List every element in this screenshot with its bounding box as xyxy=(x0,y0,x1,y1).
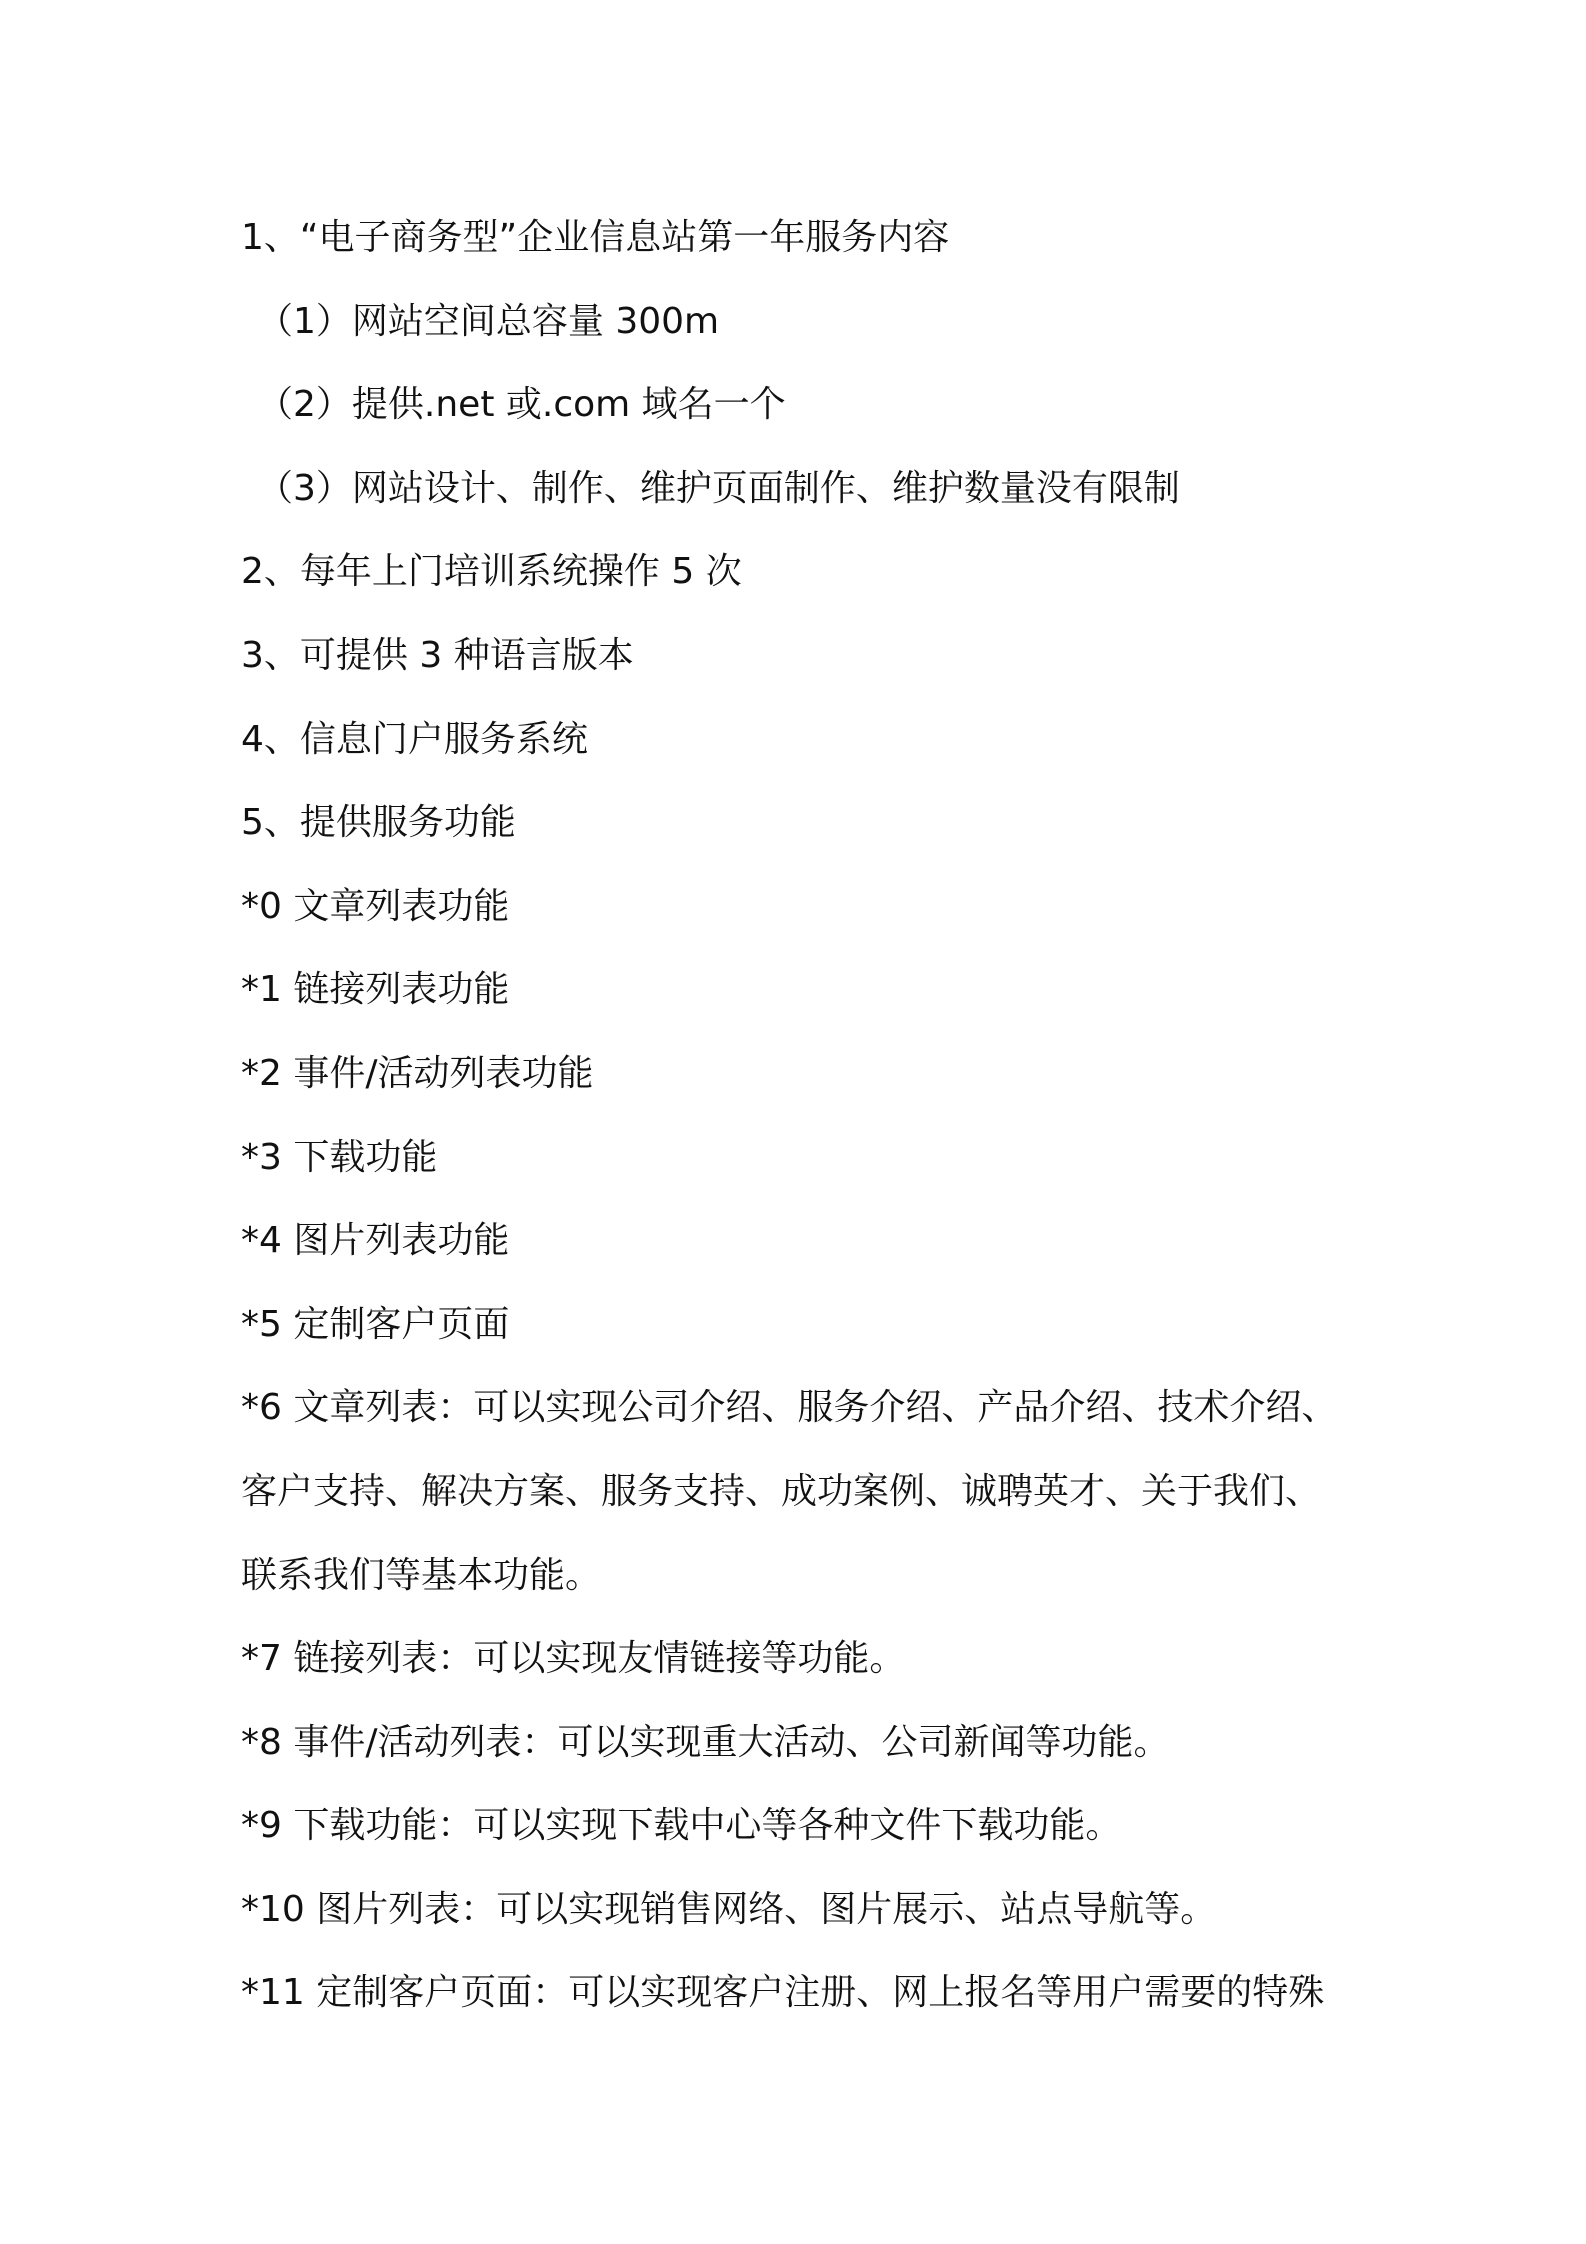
text-line: 联系我们等基本功能。 xyxy=(241,1554,602,1596)
text-line: 2、每年上门培训系统操作 5 次 xyxy=(241,551,742,593)
text-line: （1）网站空间总容量 300m xyxy=(257,300,720,342)
text-line: *10 图片列表：可以实现销售网络、图片展示、站点导航等。 xyxy=(241,1888,1217,1930)
text-line: 3、可提供 3 种语言版本 xyxy=(241,634,634,676)
document-body xyxy=(241,196,1391,2035)
text-line: *1 链接列表功能 xyxy=(241,969,510,1011)
text-line: *8 事件/活动列表：可以实现重大活动、公司新闻等功能。 xyxy=(241,1721,1170,1763)
text-line: 4、信息门户服务系统 xyxy=(241,718,588,760)
text-line: *5 定制客户页面 xyxy=(241,1303,510,1345)
text-line: 1、“电子商务型”企业信息站第一年服务内容 xyxy=(241,217,950,258)
text-line: *11 定制客户页面：可以实现客户注册、网上报名等用户需要的特殊 xyxy=(241,1972,1325,2014)
text-line: *6 文章列表：可以实现公司介绍、服务介绍、产品介绍、技术介绍、 xyxy=(241,1387,1338,1429)
text-line: *9 下载功能：可以实现下载中心等各种文件下载功能。 xyxy=(241,1805,1122,1847)
text-line: *2 事件/活动列表功能 xyxy=(241,1052,594,1094)
text-line: 5、提供服务功能 xyxy=(241,802,516,844)
text-line: *3 下载功能 xyxy=(241,1136,438,1178)
text-line: （3）网站设计、制作、维护页面制作、维护数量没有限制 xyxy=(257,467,1180,509)
text-line: *7 链接列表：可以实现友情链接等功能。 xyxy=(241,1638,906,1680)
text-line: *0 文章列表功能 xyxy=(241,885,510,927)
text-line: （2）提供.net 或.com 域名一个 xyxy=(257,384,786,426)
text-line: 客户支持、解决方案、服务支持、成功案例、诚聘英才、关于我们、 xyxy=(241,1470,1322,1512)
text-line: *4 图片列表功能 xyxy=(241,1220,510,1262)
